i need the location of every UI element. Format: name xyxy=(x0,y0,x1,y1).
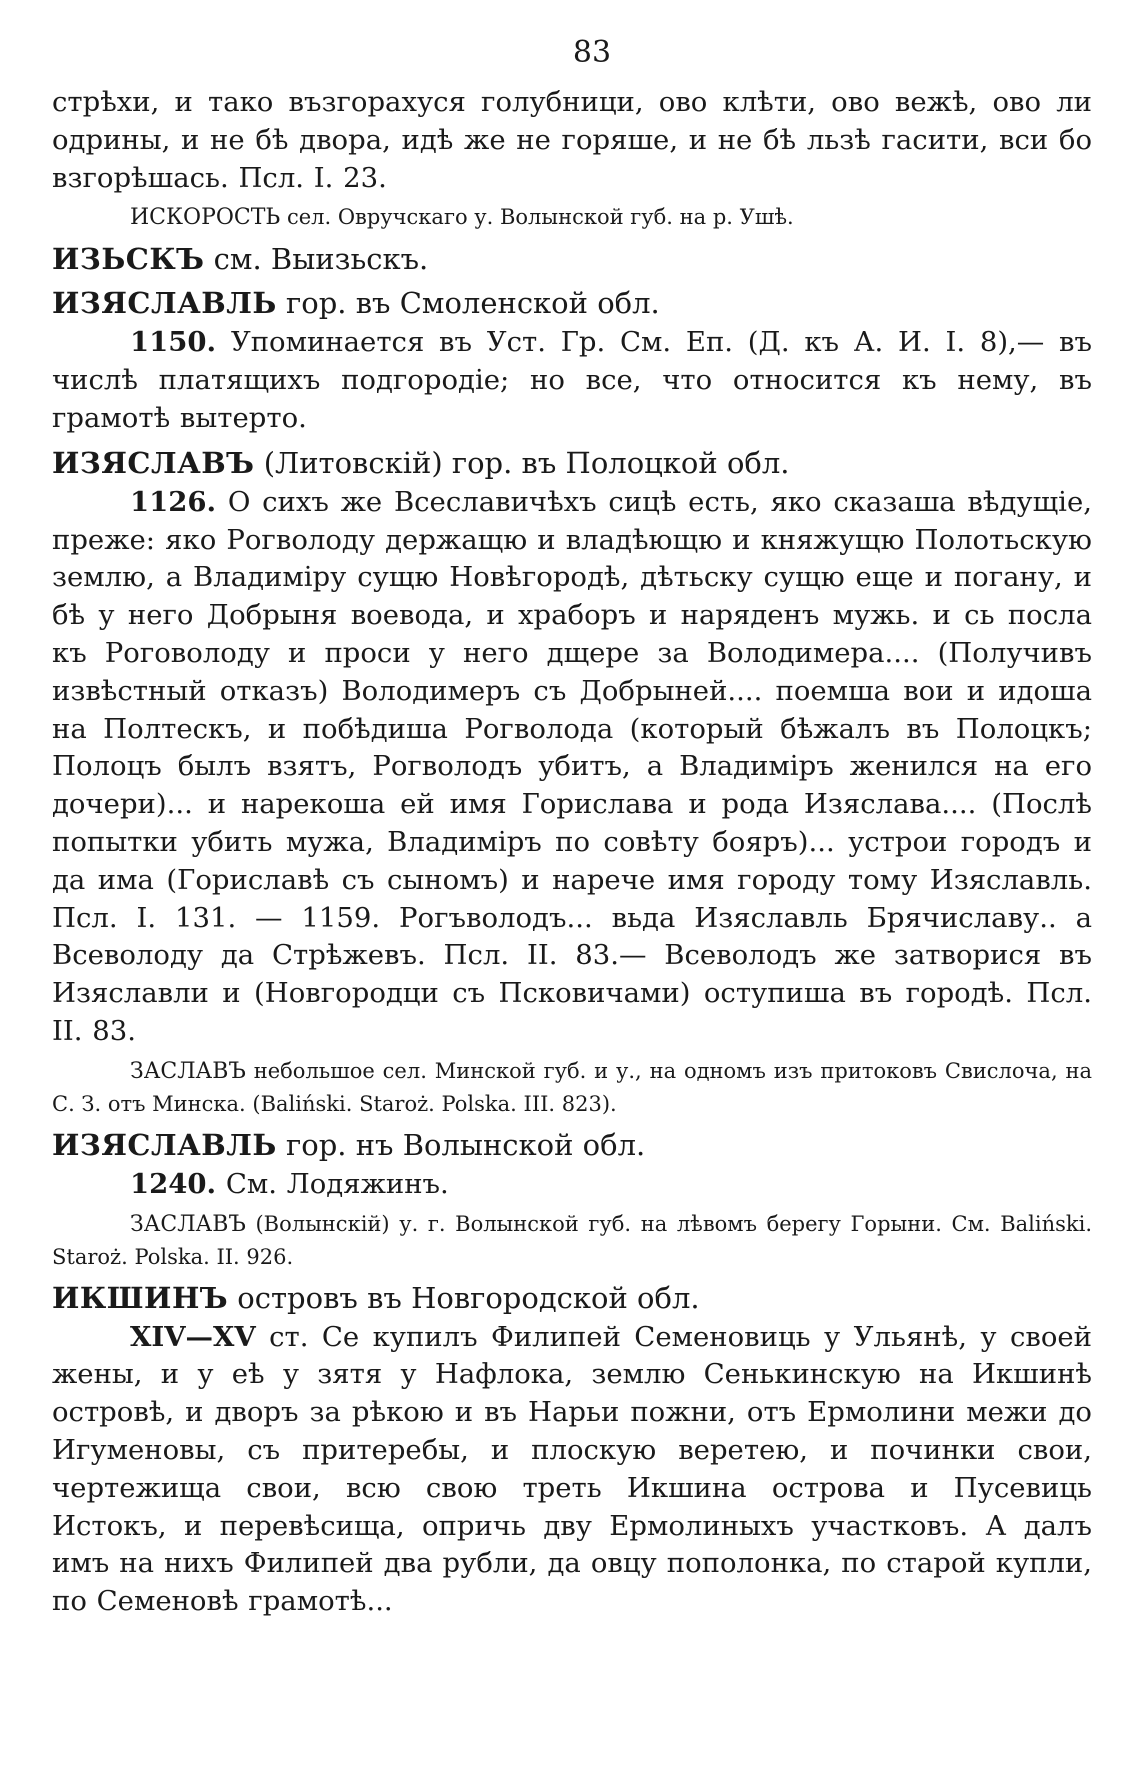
entry-body-1150 xyxy=(52,324,1092,437)
entry-body-1240 xyxy=(52,1166,1092,1204)
entry-body-xiv-xv xyxy=(52,1319,1092,1621)
entry-heading-izyaslavl-smolensk xyxy=(52,284,1092,322)
headword: ИЗЯСЛАВЛЬ xyxy=(52,1127,277,1162)
footnote-zaslav-minsk xyxy=(52,1055,1092,1120)
entry-heading-izyaslavl-volyn xyxy=(52,1126,1092,1164)
entry-text: Упоминается въ Уст. Гр. См. Еп. (Д. къ А. И. I. 8),— въ числѣ платящихъ подгородіе; но все, что относится къ нему, въ грамотѣ вытерто. xyxy=(52,326,1092,434)
note-text: небольшое сел. Минской губ. и у., на одномъ изъ притоковъ Свислоча, на С. З. отъ Минска. (Baliński. Staroż. Polska. III. 823). xyxy=(52,1058,1092,1116)
note-headword: ИСКОРОСТЬ xyxy=(130,205,281,231)
entry-text: О сихъ же Всеславичѣхъ сицѣ есть, яко сказаша вѣдущіе, преже: яко Рогволоду держащю и владѣющю и княжущю Полотьскую землю, а Владиміру сущю Новѣгородѣ, дѣтьску сущю еще и погану, и бѣ у него Добрыня воевода, и храборъ и наряденъ мужь. и сь посла къ Роговолоду и проси у него дщере за Володимера.... (Получивъ извѣстный отказъ) Володимеръ съ Добрыней.... поемша вои и идоша на Полтескъ, и побѣдиша Рогволода (который бѣжалъ въ Полоцкъ; Полоцъ былъ взятъ, Рогволодъ убитъ, а Владиміръ женился на его дочери)... и нарекоша ей имя Горислава и рода Изяслава.... (Послѣ попытки убить мужа, Владиміръ по совѣту бояръ)... устрои городъ и да има (Гориславѣ съ сыномъ) и нарече имя городу тому Изяславль. Псл. I. 131. — 1159. Рогъволодъ... вьда Изяславль Брячиславу.. а Всеволоду да Стрѣжевъ. Псл. II. 83.— Всеволодъ же затворися въ Изяславли и (Новгородци съ Псковичами) оступиша въ городѣ. Псл. II. 83. xyxy=(52,485,1092,1047)
heading-text: см. Выизьскъ. xyxy=(204,242,429,277)
entry-text: ст. Се купилъ Филипей Семеновиць у Ульянѣ, у своей жены, и у еѣ у зятя у Нафлока, землю Сенькинскую на Икшинѣ островѣ, и дворъ за рѣкою и въ Нарьи пожни, отъ Ермолини межи до Игуменовы, съ притеребы, и плоскую веретею, и починки свои, чертежища свои, всю свою треть Икшина острова и Пусевиць Истокъ, и перевѣсища, опричь дву Ермолиныхъ участковъ. А далъ имъ на нихъ Филипей два рубли, да овцу пополонка, по старой купли, по Семеновѣ грамотѣ... xyxy=(52,1320,1092,1618)
headword: ИЗЯСЛАВЛЬ xyxy=(52,286,277,321)
heading-text: (Литовскій) гор. въ Полоцкой обл. xyxy=(254,445,790,480)
entry-text: См. Лодяжинъ. xyxy=(216,1167,449,1200)
note-text: (Волынскій) у. г. Волынской губ. на лѣвомъ берегу Горыни. См. Baliński. Staroż. Polska. II. 926. xyxy=(52,1211,1092,1269)
footnote-zaslav-volyn xyxy=(52,1208,1092,1273)
headword: ИЗЬСКЪ xyxy=(52,242,205,277)
heading-text: гор. нъ Волынской обл. xyxy=(276,1127,646,1162)
headword: ИКШИНЪ xyxy=(52,1280,229,1315)
entry-heading-izsk xyxy=(52,240,1092,278)
entry-heading-ikshin xyxy=(52,1279,1092,1317)
entry-year: 1126. xyxy=(130,485,217,518)
entry-year: 1150. xyxy=(130,326,217,359)
entry-year: 1240. xyxy=(130,1167,217,1200)
heading-text: гор. въ Смоленской обл. xyxy=(276,286,660,321)
entry-heading-izyaslav-polotsk xyxy=(52,444,1092,482)
headword: ИЗЯСЛАВЪ xyxy=(52,445,255,480)
note-text: сел. Овручскаго у. Волынской губ. на р. Ушѣ. xyxy=(280,205,794,230)
continuation-paragraph xyxy=(52,84,1092,197)
page-number: 83 xyxy=(572,35,612,70)
footnote-iskorost xyxy=(52,201,1092,234)
paragraph-text: стрѣхи, и тако възгорахуся голубници, ово клѣти, ово вежѣ, ово ли одрины, и не бѣ двора, идѣ же не горяше, и не бѣ льзѣ гасити, вси бо взгорѣшась. Псл. I. 23. xyxy=(52,86,1092,194)
note-headword: ЗАСЛАВЪ xyxy=(130,1211,246,1237)
heading-text: островъ въ Новгородской обл. xyxy=(228,1280,700,1315)
entry-body-1126 xyxy=(52,484,1092,1051)
note-headword: ЗАСЛАВЪ xyxy=(130,1058,246,1084)
entry-year: XIV—XV xyxy=(130,1320,256,1353)
